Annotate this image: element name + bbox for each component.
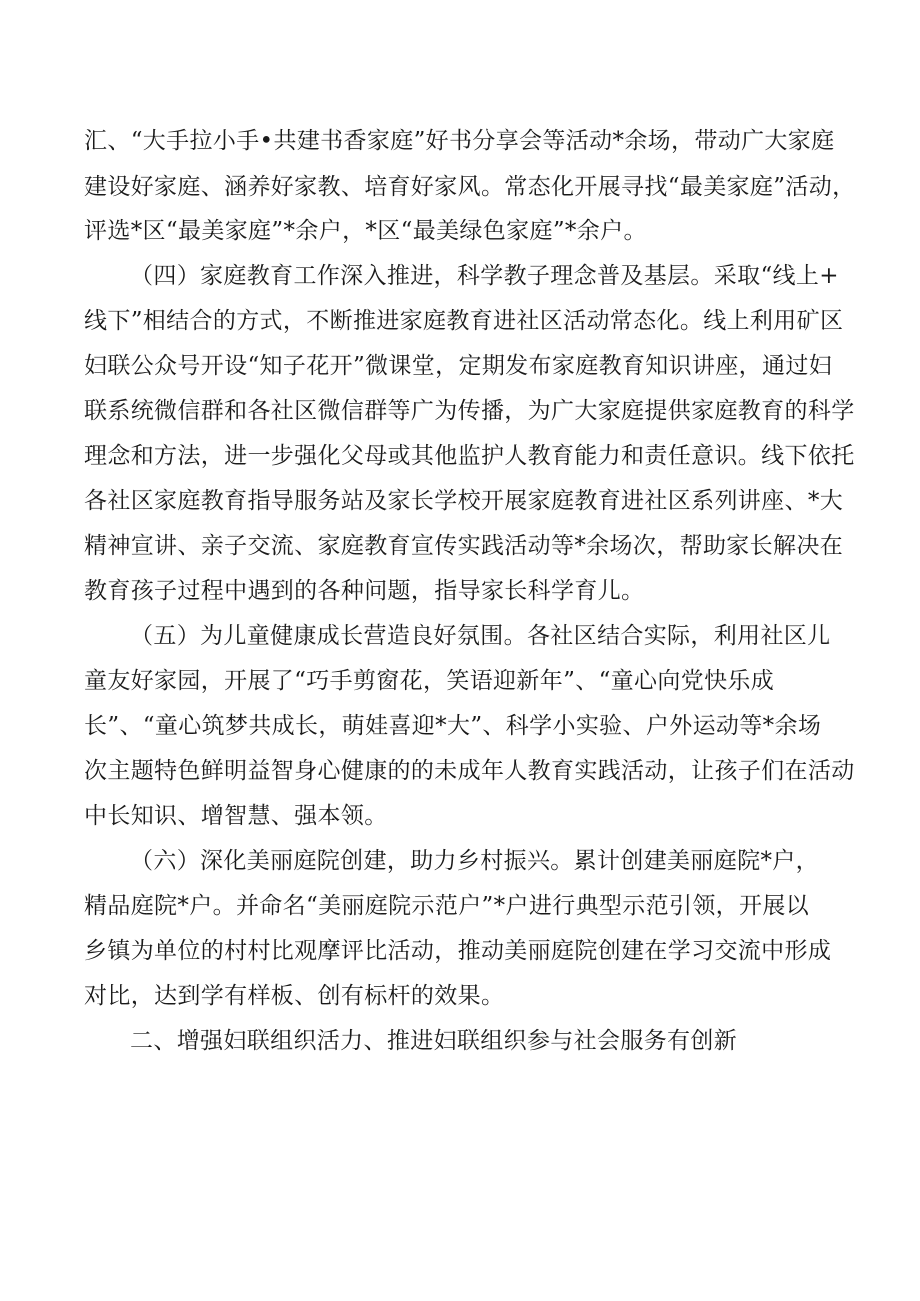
paragraph-5-first-line: （五）为儿童健康成长营造良好氛围。各社区结合实际，利用社区儿 <box>130 623 831 649</box>
paragraph-4-first-line: （四）家庭教育工作深入推进，科学教子理念普及基层。采取“线上+ <box>130 263 839 289</box>
text-line: 中长知识、增智慧、强本领。 <box>84 803 388 829</box>
text-line: 评选*区“最美家庭”*余户，*区“最美绿色家庭”*余户。 <box>84 218 647 244</box>
text-line: 各社区家庭教育指导服务站及家长学校开展家庭教育进社区系列讲座、*大 <box>84 488 844 514</box>
text-line: 精神宣讲、亲子交流、家庭教育宣传实践活动等*余场次，帮助家长解决在 <box>84 533 844 559</box>
text-line: 联系统微信群和各社区微信群等广为传播，为广大家庭提供家庭教育的科学 <box>84 398 855 424</box>
text-line: 乡镇为单位的村村比观摩评比活动，推动美丽庭院创建在学习交流中形成 <box>84 938 832 964</box>
text-line: 精品庭院*户。并命名“美丽庭院示范户”*户进行典型示范引领，开展以 <box>84 893 810 919</box>
text-line: 童友好家园，开展了“巧手剪窗花，笑语迎新年”、“童心向党快乐成 <box>84 668 775 694</box>
text-line: 长”、“童心筑梦共成长，萌娃喜迎*大”、科学小实验、户外运动等*余场 <box>84 713 822 739</box>
text-line: 妇联公众号开设“知子花开”微课堂，定期发布家庭教育知识讲座，通过妇 <box>84 353 833 379</box>
text-line: 线下”相结合的方式，不断推进家庭教育进社区活动常态化。线上利用矿区 <box>84 308 844 334</box>
text-line: 汇、“大手拉小手•共建书香家庭”好书分享会等活动*余场，带动广大家庭 <box>84 128 835 154</box>
text-line: 理念和方法，进一步强化父母或其他监护人教育能力和责任意识。线下依托 <box>84 443 855 469</box>
text-line: 建设好家庭、涵养好家教、培育好家风。常态化开展寻找“最美家庭”活动， <box>84 174 856 200</box>
paragraph-6-first-line: （六）深化美丽庭院创建，助力乡村振兴。累计创建美丽庭院*户， <box>130 848 819 874</box>
section-heading: 二、增强妇联组织活力、推进妇联组织参与社会服务有创新 <box>130 1028 738 1054</box>
text-line: 对比，达到学有样板、创有标杆的效果。 <box>84 983 505 1009</box>
text-line: 教育孩子过程中遇到的各种问题，指导家长科学育儿。 <box>84 578 645 604</box>
text-line: 次主题特色鲜明益智身心健康的的未成年人教育实践活动，让孩子们在活动 <box>84 758 855 784</box>
